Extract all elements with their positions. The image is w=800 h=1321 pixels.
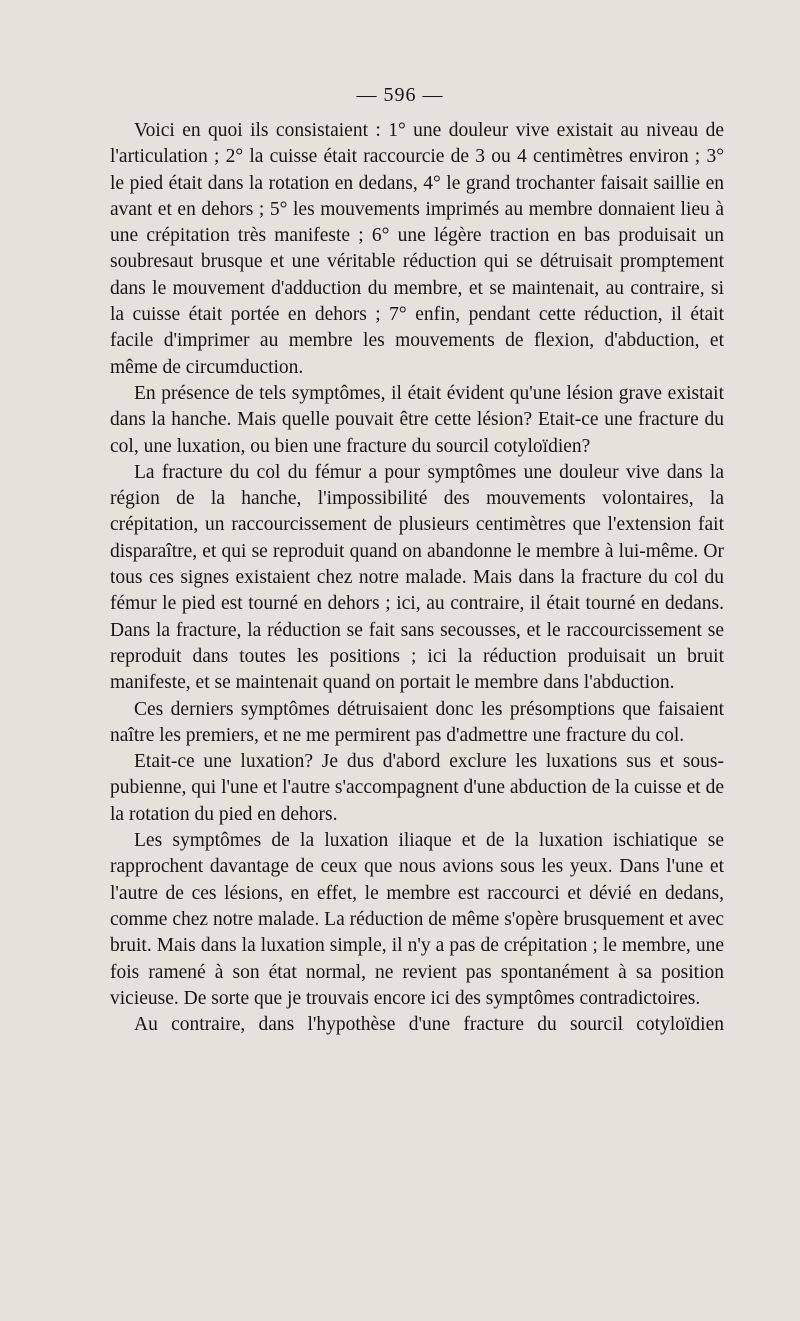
body-text — [110, 118, 724, 1038]
paragraph-conclusion-col: Ces derniers symptômes détruisaient donc les présomptions que faisaient naître les premiers, et ne me permirent pas d'admettre une fracture du col. — [110, 698, 724, 746]
paragraph-fracture-col: La fracture du col du fémur a pour symptômes une douleur vive dans la région de la hanche, l'impossibilité des mouvements volontaires, la crépitation, un raccourcissement de plusieurs centimètres que l'extension fait disparaître, et qui se reproduit quand on abandonne le membre à lui-même. Or tous ces signes existaient chez notre malade. Mais dans la fracture du col du fémur le pied est tourné en dehors ; ici, au contraire, il était tourné en dedans. Dans la fracture, la réduction se fait sans secousses, et le raccourcissement se reproduit dans toutes les positions ; ici la réduction produisait un bruit manifeste, et se maintenait quand on portait le membre dans l'abduction. — [110, 461, 724, 694]
page-number: — 596 — — [356, 84, 444, 106]
paragraph-symptoms: Voici en quoi ils consistaient : 1° une douleur vive existait au niveau de l'articulation ; 2° la cuisse était raccourcie de 3 ou 4 centimètres environ ; 3° le pied était dans la rotation en dedans, 4° le grand trochanter faisait saillie en avant et en dehors ; 5° les mouvements imprimés au membre donnaient lieu à une crépitation très manifeste ; 6° une légère traction en bas produisait un soubresaut brusque et une véritable réduction qui se détruisait promptement dans le mouvement d'adduction du membre, et se maintenait, au contraire, si la cuisse était portée en dehors ; 7° enfin, pendant cette réduction, il était facile d'imprimer au membre les mouvements de flexion, d'abduction, et même de circumduction. — [110, 120, 724, 378]
paragraph-luxation: Etait-ce une luxation? Je dus d'abord exclure les luxations sus et sous-pubienne, qui l'une et l'autre s'accompagnent d'une abduction de la cuisse et de la rotation du pied en dehors. — [110, 751, 724, 825]
paragraph-question: En présence de tels symptômes, il était évident qu'une lésion grave existait dans la hanche. Mais quelle pouvait être cette lésion? Etait-ce une fracture du col, une luxation, ou bien une fracture du sourcil cotyloïdien? — [110, 382, 724, 457]
paragraph-iliac-ischiatic: Les symptômes de la luxation iliaque et de la luxation ischiatique se rapprochent davantage de ceux que nous avions sous les yeux. Dans l'une et l'autre de ces lésions, en effet, le membre est raccourci et dévié en dedans, comme chez notre malade. La réduction de même s'opère brusquement et avec bruit. Mais dans la luxation simple, il n'y a pas de crépitation ; le membre, une fois ramené à son état normal, ne revient pas spontanément à sa position vicieuse. De sorte que je trouvais encore ici des symptômes contradictoires. — [110, 830, 724, 1009]
paragraph-sourcil-cotyloidien: Au contraire, dans l'hypothèse d'une fracture du sourcil cotyloïdien — [134, 1014, 724, 1036]
